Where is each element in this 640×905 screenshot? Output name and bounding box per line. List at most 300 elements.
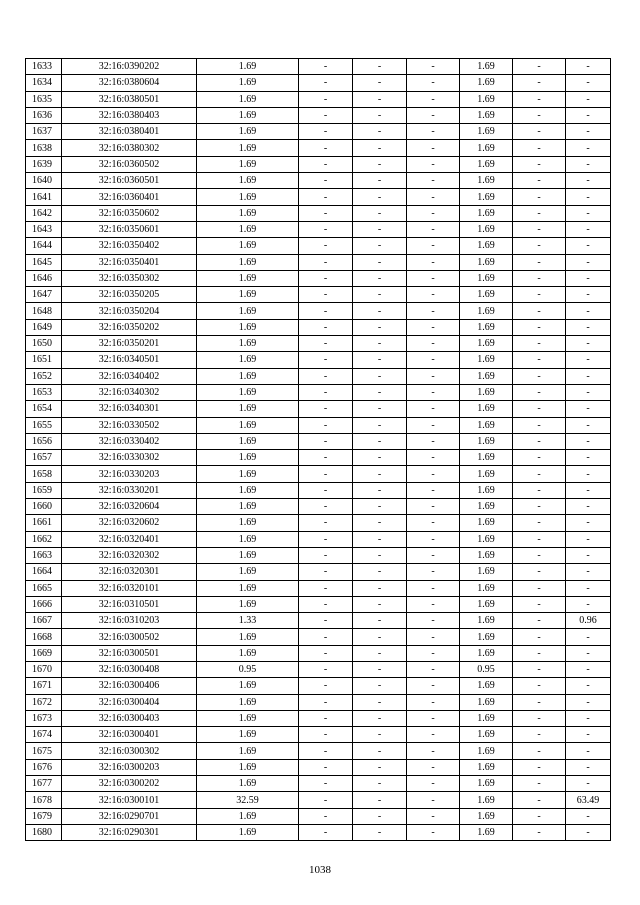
table-cell: - [513, 417, 566, 433]
table-cell: - [407, 792, 460, 808]
table-body [26, 59, 611, 841]
table-cell: - [353, 91, 407, 107]
table-row [26, 156, 611, 172]
table-cell: - [513, 824, 566, 840]
table-cell: - [353, 759, 407, 775]
table-cell: - [299, 792, 353, 808]
table-cell: - [566, 531, 611, 547]
table-cell: 32:16:0300403 [62, 710, 197, 726]
table-cell: - [407, 710, 460, 726]
table-cell: - [407, 189, 460, 205]
table-cell: - [407, 743, 460, 759]
table-cell: - [407, 776, 460, 792]
table-cell: - [299, 776, 353, 792]
table-cell: 32:16:0350602 [62, 205, 197, 221]
table-cell: - [353, 613, 407, 629]
table-cell: 1662 [26, 531, 62, 547]
table-cell: 1.69 [460, 727, 513, 743]
table-cell: 1651 [26, 352, 62, 368]
table-cell: 32:16:0320302 [62, 547, 197, 563]
table-cell: 1.69 [197, 564, 299, 580]
table-cell: 1.69 [197, 515, 299, 531]
table-cell: - [407, 808, 460, 824]
table-cell: 1.69 [197, 629, 299, 645]
table-cell: 32:16:0320101 [62, 580, 197, 596]
table-cell: - [353, 792, 407, 808]
table-cell: - [566, 499, 611, 515]
table-cell: - [353, 140, 407, 156]
table-cell: - [299, 124, 353, 140]
table-cell: - [353, 596, 407, 612]
table-cell: 1646 [26, 270, 62, 286]
table-row [26, 564, 611, 580]
table-cell: 1.69 [460, 59, 513, 75]
table-cell: 1653 [26, 384, 62, 400]
table-cell: 1656 [26, 433, 62, 449]
table-cell: 32:16:0300203 [62, 759, 197, 775]
table-cell: - [407, 645, 460, 661]
table-cell: 1.33 [197, 613, 299, 629]
table-cell: - [353, 254, 407, 270]
table-cell: - [513, 466, 566, 482]
table-cell: - [299, 336, 353, 352]
table-cell: 1.69 [197, 547, 299, 563]
table-row [26, 221, 611, 237]
table-cell: - [353, 547, 407, 563]
table-row [26, 59, 611, 75]
table-cell: - [353, 384, 407, 400]
table-cell: - [299, 661, 353, 677]
table-cell: 1648 [26, 303, 62, 319]
table-cell: - [566, 254, 611, 270]
table-cell: 1.69 [460, 140, 513, 156]
table-cell: 1663 [26, 547, 62, 563]
table-row [26, 710, 611, 726]
table-cell: - [353, 287, 407, 303]
table-cell: - [407, 499, 460, 515]
table-cell: - [513, 645, 566, 661]
table-cell: - [566, 221, 611, 237]
table-cell: 32:16:0300502 [62, 629, 197, 645]
table-cell: - [353, 352, 407, 368]
table-cell: - [353, 270, 407, 286]
table-cell: - [299, 205, 353, 221]
table-row [26, 629, 611, 645]
table-cell: 1650 [26, 336, 62, 352]
table-cell: - [566, 727, 611, 743]
table-cell: 1.69 [460, 319, 513, 335]
table-cell: - [513, 678, 566, 694]
table-cell: - [353, 499, 407, 515]
table-row [26, 466, 611, 482]
table-cell: 32:16:0330402 [62, 433, 197, 449]
table-row [26, 580, 611, 596]
table-row [26, 368, 611, 384]
table-cell: 32:16:0350202 [62, 319, 197, 335]
table-cell: 1.69 [460, 156, 513, 172]
table-cell: - [407, 303, 460, 319]
table-cell: - [513, 368, 566, 384]
table-cell: - [407, 694, 460, 710]
table-cell: - [353, 710, 407, 726]
table-cell: 0.95 [460, 661, 513, 677]
table-cell: - [299, 743, 353, 759]
table-cell: 1641 [26, 189, 62, 205]
table-cell: - [407, 727, 460, 743]
table-cell: - [513, 91, 566, 107]
table-cell: - [513, 124, 566, 140]
table-cell: 32:16:0340402 [62, 368, 197, 384]
page-number: 1038 [309, 864, 331, 876]
table-cell: - [299, 629, 353, 645]
table-cell: - [407, 91, 460, 107]
table-cell: 1.69 [460, 499, 513, 515]
table-cell: - [513, 156, 566, 172]
table-cell: 1.69 [460, 466, 513, 482]
table-cell: - [566, 417, 611, 433]
table-cell: - [353, 580, 407, 596]
table-cell: 1.69 [460, 352, 513, 368]
table-cell: 1655 [26, 417, 62, 433]
table-cell: - [566, 91, 611, 107]
table-cell: - [299, 75, 353, 91]
table-cell: - [513, 564, 566, 580]
table-cell: - [407, 417, 460, 433]
table-cell: - [299, 727, 353, 743]
table-cell: 1635 [26, 91, 62, 107]
table-cell: 1.69 [197, 580, 299, 596]
table-cell: - [407, 450, 460, 466]
table-cell: 1659 [26, 482, 62, 498]
table-cell: 1.69 [197, 466, 299, 482]
table-cell: - [407, 156, 460, 172]
table-cell: - [513, 727, 566, 743]
table-row [26, 107, 611, 123]
table-cell: - [299, 303, 353, 319]
table-cell: - [513, 531, 566, 547]
table-cell: - [353, 303, 407, 319]
table-cell: - [407, 221, 460, 237]
table-cell: - [513, 221, 566, 237]
table-cell: - [353, 205, 407, 221]
table-cell: - [566, 580, 611, 596]
table-cell: - [353, 417, 407, 433]
table-row [26, 727, 611, 743]
table-cell: 1678 [26, 792, 62, 808]
table-cell: - [353, 319, 407, 335]
table-cell: 1672 [26, 694, 62, 710]
table-cell: 32:16:0320604 [62, 499, 197, 515]
table-cell: 1.69 [197, 678, 299, 694]
table-cell: - [513, 613, 566, 629]
table-cell: - [353, 59, 407, 75]
table-cell: 1667 [26, 613, 62, 629]
table-cell: - [566, 287, 611, 303]
table-row [26, 596, 611, 612]
table-row [26, 287, 611, 303]
table-cell: - [407, 319, 460, 335]
table-cell: 1.69 [197, 319, 299, 335]
table-row [26, 384, 611, 400]
table-cell: - [299, 319, 353, 335]
table-cell: 1.69 [460, 743, 513, 759]
table-row [26, 547, 611, 563]
table-cell: - [299, 515, 353, 531]
table-cell: 32:16:0330302 [62, 450, 197, 466]
table-cell: - [407, 140, 460, 156]
table-cell: - [353, 107, 407, 123]
table-cell: 1.69 [197, 808, 299, 824]
table-cell: - [566, 384, 611, 400]
table-cell: 1.69 [197, 189, 299, 205]
table-cell: - [353, 645, 407, 661]
table-cell: 1.69 [197, 221, 299, 237]
table-cell: 1.69 [197, 727, 299, 743]
table-cell: 1670 [26, 661, 62, 677]
table-cell: 32.59 [197, 792, 299, 808]
table-cell: - [353, 189, 407, 205]
table-cell: - [513, 303, 566, 319]
table-cell: 32:16:0350402 [62, 238, 197, 254]
table-row [26, 205, 611, 221]
table-cell: - [353, 75, 407, 91]
table-cell: - [407, 433, 460, 449]
table-cell: 32:16:0300202 [62, 776, 197, 792]
table-cell: 1.69 [460, 694, 513, 710]
table-cell: - [299, 450, 353, 466]
table-cell: 1669 [26, 645, 62, 661]
table-cell: - [566, 319, 611, 335]
table-cell: 1.69 [197, 287, 299, 303]
table-cell: - [299, 417, 353, 433]
table-cell: 63.49 [566, 792, 611, 808]
table-cell: 1660 [26, 499, 62, 515]
table-cell: 1.69 [197, 59, 299, 75]
table-cell: - [353, 564, 407, 580]
table-cell: - [513, 694, 566, 710]
table-cell: 1.69 [197, 270, 299, 286]
table-cell: 1.69 [197, 352, 299, 368]
table-cell: 1657 [26, 450, 62, 466]
table-cell: - [566, 629, 611, 645]
table-cell: - [353, 776, 407, 792]
table-row [26, 678, 611, 694]
table-cell: - [299, 433, 353, 449]
table-cell: 1.69 [460, 580, 513, 596]
table-cell: - [299, 613, 353, 629]
table-cell: 1.69 [460, 629, 513, 645]
table-row [26, 352, 611, 368]
table-cell: 32:16:0300302 [62, 743, 197, 759]
table-row [26, 743, 611, 759]
table-cell: - [566, 75, 611, 91]
table-cell: - [299, 189, 353, 205]
table-cell: - [566, 547, 611, 563]
table-cell: 32:16:0350401 [62, 254, 197, 270]
table-cell: - [513, 433, 566, 449]
table-row [26, 433, 611, 449]
table-cell: - [566, 743, 611, 759]
table-cell: 1.69 [460, 287, 513, 303]
table-cell: - [407, 596, 460, 612]
table-cell: - [407, 515, 460, 531]
table-cell: - [513, 482, 566, 498]
table-cell: 1.69 [460, 515, 513, 531]
table-cell: - [566, 156, 611, 172]
table-cell: 1.69 [197, 531, 299, 547]
table-cell: 0.96 [566, 613, 611, 629]
table-cell: - [566, 173, 611, 189]
table-cell: 1.69 [197, 645, 299, 661]
table-cell: 1.69 [460, 75, 513, 91]
table-cell: - [407, 287, 460, 303]
table-row [26, 75, 611, 91]
table-cell: - [353, 515, 407, 531]
table-cell: 1.69 [460, 107, 513, 123]
table-cell: - [513, 189, 566, 205]
table-cell: 32:16:0390202 [62, 59, 197, 75]
table-cell: - [566, 189, 611, 205]
table-cell: - [566, 661, 611, 677]
table-row [26, 776, 611, 792]
table-cell: 32:16:0290701 [62, 808, 197, 824]
table-row [26, 91, 611, 107]
table-cell: - [566, 124, 611, 140]
table-row [26, 531, 611, 547]
table-cell: - [407, 368, 460, 384]
table-cell: 1.69 [460, 401, 513, 417]
table-cell: 1.69 [197, 140, 299, 156]
table-cell: 1665 [26, 580, 62, 596]
table-row [26, 336, 611, 352]
table-cell: - [353, 678, 407, 694]
table-cell: 1.69 [460, 221, 513, 237]
table-cell: - [299, 482, 353, 498]
table-row [26, 515, 611, 531]
table-row [26, 450, 611, 466]
table-cell: 32:16:0380302 [62, 140, 197, 156]
table-cell: - [299, 384, 353, 400]
table-cell: - [407, 580, 460, 596]
table-cell: 1.69 [460, 596, 513, 612]
table-cell: - [407, 254, 460, 270]
data-table [25, 58, 611, 841]
table-cell: - [513, 140, 566, 156]
table-cell: 1.69 [460, 270, 513, 286]
table-cell: - [407, 59, 460, 75]
table-cell: 1639 [26, 156, 62, 172]
table-cell: 32:16:0350601 [62, 221, 197, 237]
table-cell: - [566, 710, 611, 726]
table-cell: 1.69 [460, 368, 513, 384]
table-cell: - [566, 515, 611, 531]
table-cell: - [299, 564, 353, 580]
table-cell: - [353, 173, 407, 189]
table-cell: - [353, 368, 407, 384]
table-cell: 1633 [26, 59, 62, 75]
table-cell: 1.69 [460, 238, 513, 254]
table-cell: 1671 [26, 678, 62, 694]
table-cell: 1.69 [460, 759, 513, 775]
table-cell: - [299, 678, 353, 694]
table-cell: 1668 [26, 629, 62, 645]
table-cell: 0.95 [197, 661, 299, 677]
table-cell: - [407, 466, 460, 482]
table-cell: 1661 [26, 515, 62, 531]
table-cell: - [407, 336, 460, 352]
table-cell: - [513, 499, 566, 515]
table-cell: - [299, 694, 353, 710]
table-cell: 1.69 [197, 401, 299, 417]
table-cell: 1649 [26, 319, 62, 335]
table-cell: 32:16:0330502 [62, 417, 197, 433]
table-cell: 1.69 [460, 336, 513, 352]
table-cell: 1.69 [197, 759, 299, 775]
table-cell: - [353, 401, 407, 417]
table-cell: - [407, 564, 460, 580]
table-row [26, 482, 611, 498]
table-cell: 32:16:0300101 [62, 792, 197, 808]
table-cell: - [513, 336, 566, 352]
table-cell: 1.69 [197, 694, 299, 710]
table-cell: 1.69 [460, 189, 513, 205]
table-cell: 1645 [26, 254, 62, 270]
table-cell: - [407, 678, 460, 694]
table-cell: - [566, 238, 611, 254]
table-cell: 32:16:0380401 [62, 124, 197, 140]
table-cell: - [513, 270, 566, 286]
table-cell: - [299, 710, 353, 726]
table-cell: - [299, 287, 353, 303]
table-cell: - [299, 580, 353, 596]
table-cell: 1.69 [197, 450, 299, 466]
table-cell: 32:16:0340302 [62, 384, 197, 400]
table-cell: 1676 [26, 759, 62, 775]
table-cell: 1.69 [197, 368, 299, 384]
table-cell: - [566, 107, 611, 123]
table-cell: - [513, 384, 566, 400]
table-row [26, 824, 611, 840]
table-cell: - [513, 352, 566, 368]
table-cell: 1636 [26, 107, 62, 123]
table-cell: - [566, 140, 611, 156]
table-cell: - [299, 270, 353, 286]
table-cell: - [513, 759, 566, 775]
table-cell: - [566, 205, 611, 221]
table-cell: - [513, 776, 566, 792]
table-cell: - [407, 401, 460, 417]
table-cell: 32:16:0310203 [62, 613, 197, 629]
table-cell: 1664 [26, 564, 62, 580]
table-cell: 1.69 [460, 792, 513, 808]
table-cell: - [353, 450, 407, 466]
table-cell: - [299, 254, 353, 270]
table-cell: - [353, 531, 407, 547]
table-cell: - [299, 140, 353, 156]
table-cell: 1.69 [197, 156, 299, 172]
table-cell: - [299, 91, 353, 107]
table-cell: - [353, 629, 407, 645]
table-cell: 32:16:0320401 [62, 531, 197, 547]
table-cell: - [407, 661, 460, 677]
table-cell: - [299, 368, 353, 384]
table-cell: - [566, 270, 611, 286]
table-cell: 32:16:0340501 [62, 352, 197, 368]
table-cell: 1.69 [460, 482, 513, 498]
table-cell: 32:16:0350302 [62, 270, 197, 286]
table-cell: 32:16:0380403 [62, 107, 197, 123]
table-cell: - [407, 238, 460, 254]
